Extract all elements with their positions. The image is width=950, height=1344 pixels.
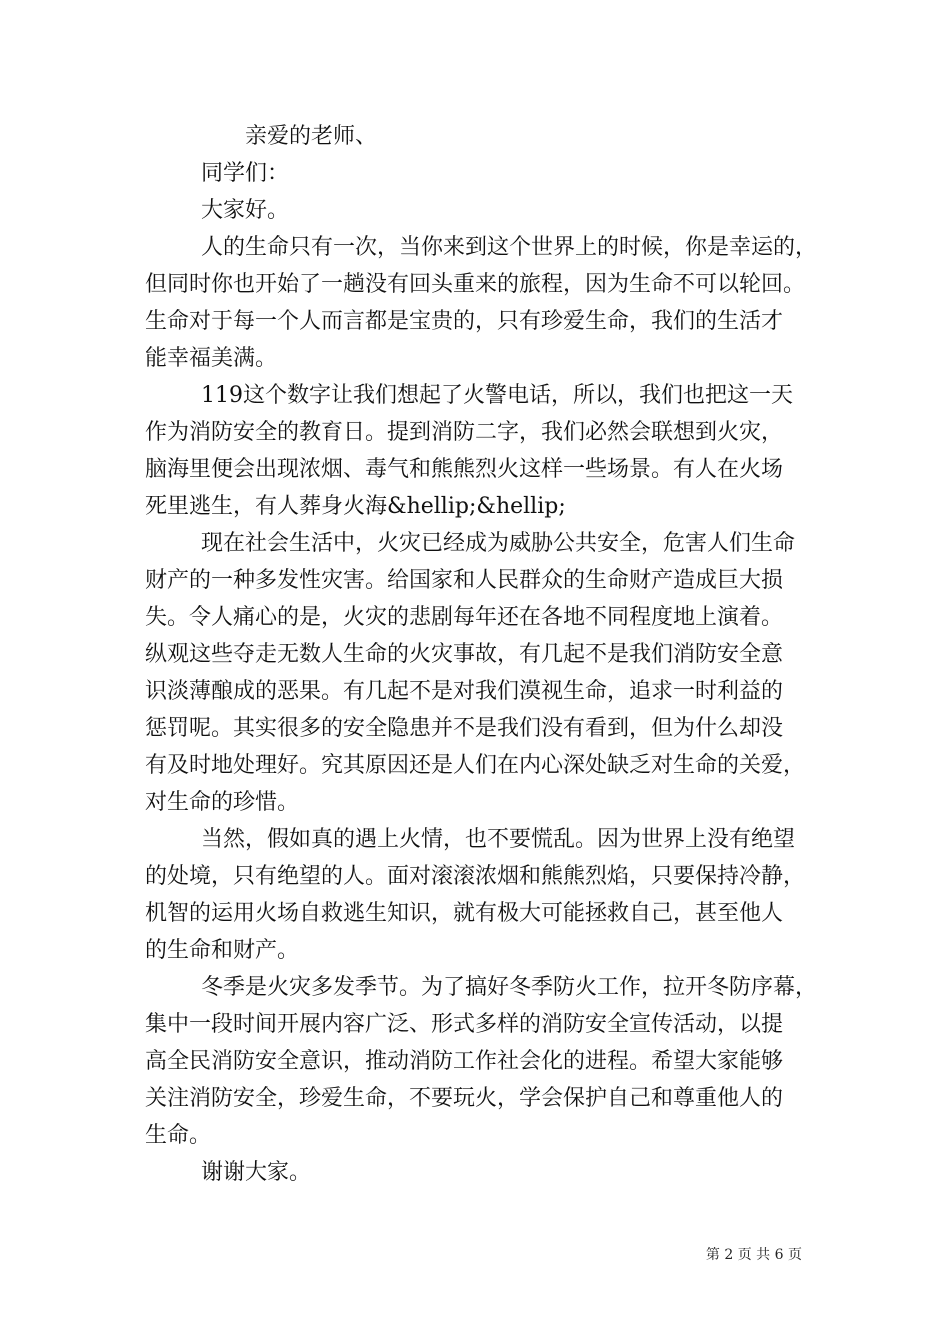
salutation-line: 亲爱的老师、 — [245, 124, 378, 149]
paragraph-line: 有及时地处理好。究其原因还是人们在内心深处缺乏对生命的关爱， — [145, 753, 806, 778]
paragraph-line: 作为消防安全的教育日。提到消防二字，我们必然会联想到火灾， — [145, 420, 784, 445]
paragraph-line: 但同时你也开始了一趟没有回头重来的旅程，因为生命不可以轮回。 — [145, 272, 806, 297]
paragraph-line: 财产的一种多发性灾害。给国家和人民群众的生命财产造成巨大损 — [145, 568, 784, 593]
paragraph-line: 死里逃生，有人葬身火海&hellip;&hellip; — [145, 494, 566, 519]
paragraph-line: 机智的运用火场自救逃生知识，就有极大可能拯救自己，甚至他人 — [145, 901, 784, 926]
paragraph-line: 生命对于每一个人而言都是宝贵的，只有珍爱生命，我们的生活才 — [145, 309, 784, 334]
greeting-line: 大家好。 — [201, 198, 290, 223]
paragraph-line: 高全民消防安全意识，推动消防工作社会化的进程。希望大家能够 — [145, 1049, 784, 1074]
paragraph-line: 识淡薄酿成的恶果。有几起不是对我们漠视生命，追求一时利益的 — [145, 679, 784, 704]
paragraph-line: 集中一段时间开展内容广泛、形式多样的消防安全宣传活动，以提 — [145, 1012, 784, 1037]
paragraph-line: 关注消防安全，珍爱生命，不要玩火，学会保护自己和尊重他人的 — [145, 1086, 784, 1111]
paragraph-line: 脑海里便会出现浓烟、毒气和熊熊烈火这样一些场景。有人在火场 — [145, 457, 784, 482]
salutation-line: 同学们： — [201, 161, 290, 186]
paragraph-line: 对生命的珍惜。 — [145, 790, 300, 815]
paragraph-line: 能幸福美满。 — [145, 346, 278, 371]
paragraph-line: 失。令人痛心的是，火灾的悲剧每年还在各地不同程度地上演着。 — [145, 605, 784, 630]
paragraph-line: 冬季是火灾多发季节。为了搞好冬季防火工作，拉开冬防序幕， — [201, 975, 818, 1000]
paragraph-line: 纵观这些夺走无数人生命的火灾事故，有几起不是我们消防安全意 — [145, 642, 784, 667]
paragraph-line: 的处境，只有绝望的人。面对滚滚浓烟和熊熊烈焰，只要保持冷静， — [145, 864, 806, 889]
closing-line: 谢谢大家。 — [201, 1160, 312, 1185]
paragraph-line: 人的生命只有一次，当你来到这个世界上的时候，你是幸运的， — [201, 235, 818, 260]
paragraph-line: 的生命和财产。 — [145, 938, 300, 963]
paragraph-line: 现在社会生活中，火灾已经成为威胁公共安全，危害人们生命 — [201, 531, 796, 556]
paragraph-line: 当然，假如真的遇上火情，也不要慌乱。因为世界上没有绝望 — [201, 827, 796, 852]
speech-body — [145, 118, 818, 1191]
paragraph-line: 119这个数字让我们想起了火警电话，所以，我们也把这一天 — [201, 383, 793, 408]
page-number: 第 2 页 共 6 页 — [705, 1247, 802, 1263]
paragraph-line: 生命。 — [145, 1123, 212, 1148]
paragraph-line: 惩罚呢。其实很多的安全隐患并不是我们没有看到，但为什么却没 — [145, 716, 784, 741]
